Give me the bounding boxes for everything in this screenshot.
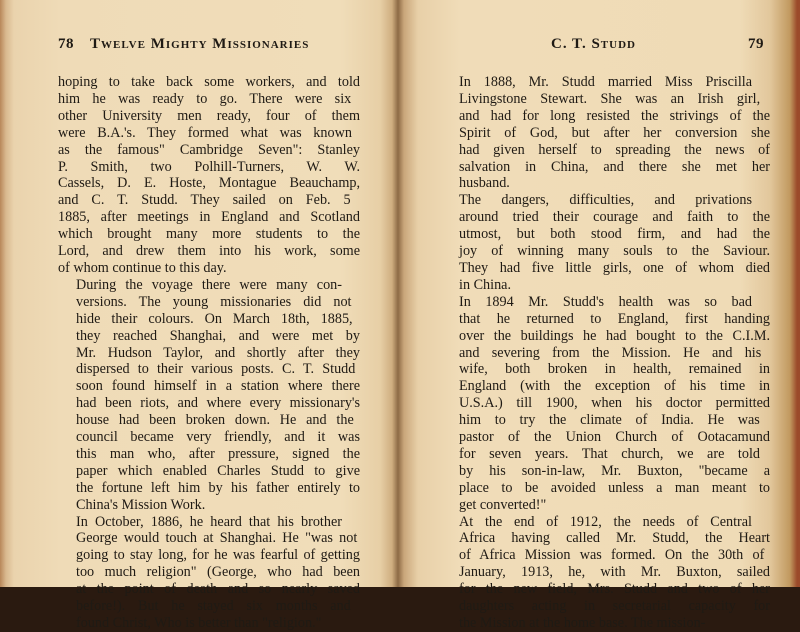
text-line: and had for long resisted the strivings of the xyxy=(459,107,770,124)
text-line: dispersed to their various posts. C. T. Studd xyxy=(76,361,356,378)
text-line: pastor of the Union Church of Ootacamund xyxy=(459,429,770,446)
text-line: The dangers, difficulties, and privations xyxy=(459,192,752,209)
left-page-body xyxy=(58,74,360,632)
text-line: husband. xyxy=(459,175,510,192)
paragraph xyxy=(441,74,770,192)
text-line: U.S.A.) till 1900, when his doctor permitted xyxy=(459,395,770,412)
text-line: were B.A.'s. They formed what was known xyxy=(58,124,352,141)
text-line: versions. The young missionaries did not xyxy=(76,293,352,310)
text-line: had given herself to spreading the news of xyxy=(459,141,770,158)
text-line: too much religion" (George, who had been xyxy=(76,564,360,581)
text-line: hoping to take back some workers, and told xyxy=(58,74,360,90)
text-line: had been riots, and where every missionary's xyxy=(76,395,360,412)
text-line: paper which enabled Charles Studd to give xyxy=(76,462,360,479)
text-line: They had five little girls, one of whom died xyxy=(459,259,770,276)
text-line: hide their colours. On March 18th, 1885, xyxy=(76,310,353,327)
right-page xyxy=(398,0,800,631)
text-line: During the voyage there were many con- xyxy=(76,276,342,293)
paragraph xyxy=(58,514,360,632)
text-line: for the new field, Mrs. Studd and two of her xyxy=(459,581,770,598)
text-line: that he returned to England, first handing xyxy=(459,310,770,327)
text-line: of Africa Mission was formed. On the 30th of xyxy=(459,547,765,564)
text-line: get converted!" xyxy=(459,496,547,513)
right-page-body xyxy=(441,74,770,632)
text-line: him to try the climate of India. He was xyxy=(459,412,760,429)
text-line: Livingstone Stewart. She was an Irish girl, xyxy=(459,90,761,107)
text-line: Lord, and drew them into his work, some xyxy=(58,243,360,260)
text-line: In October, 1886, he heard that his brother xyxy=(76,513,342,530)
text-line: place to be avoided unless a man meant to xyxy=(459,479,770,496)
right-page-header xyxy=(441,36,770,54)
text-line: by his son-in-law, Mr. Buxton, "became a xyxy=(459,462,770,479)
paragraph xyxy=(441,514,770,632)
text-line: of whom continue to this day. xyxy=(58,259,227,276)
text-line: as the famous" Cambridge Seven": Stanley xyxy=(58,141,360,158)
text-line: P. Smith, two Polhill-Turners, W. W. xyxy=(58,158,360,175)
text-line: in China. xyxy=(459,276,512,293)
paragraph xyxy=(58,74,360,277)
text-line: China's Mission Work. xyxy=(76,496,206,513)
page-number: 79 xyxy=(748,36,764,52)
text-line: George would touch at Shanghai. He "was not xyxy=(76,530,358,547)
text-line: the fortune left him by his father entirely to xyxy=(76,479,360,496)
text-line: which brought many more students to the xyxy=(58,226,360,243)
text-line: at the point of death and so nearly saved xyxy=(76,581,360,598)
text-line: Spirit of God, but after her conversion she xyxy=(459,124,770,141)
text-line: Cassels, D. E. Hoste, Montague Beauchamp, xyxy=(58,175,360,192)
text-line: In 1894 Mr. Studd's health was so bad xyxy=(459,293,752,310)
text-line: salvation in China, and there she met her xyxy=(459,158,770,175)
left-page xyxy=(0,0,398,631)
text-line: found Christ, Who is better than "religion." xyxy=(76,615,322,631)
paragraph xyxy=(441,294,770,514)
text-line: At the end of 1912, the needs of Central xyxy=(459,513,752,530)
text-line: England (with the exception of his time in xyxy=(459,378,770,395)
left-page-header xyxy=(58,36,360,54)
running-title: Twelve Mighty Missionaries xyxy=(90,36,310,52)
text-line: going to stay long, for he was fearful of getting xyxy=(76,547,360,564)
text-line: they reached Shanghai, and were met by xyxy=(76,327,360,344)
page-number: 78 xyxy=(58,36,74,52)
text-line: and C. T. Studd. They sailed on Feb. 5 xyxy=(58,192,351,209)
text-line: wife, both broken in health, remained in xyxy=(459,361,770,378)
text-line: soon found himself in a station where there xyxy=(76,378,360,395)
text-line: utmost, but both stood firm, and had the xyxy=(459,226,770,243)
text-line: over the buildings he had bought to the C.I.M. xyxy=(459,327,770,344)
text-line: other University men ready, four of them xyxy=(58,107,360,124)
text-line: January, 1913, he, with Mr. Buxton, sailed xyxy=(459,564,770,581)
text-line: before!). But he stayed six months and xyxy=(76,598,351,615)
paragraph xyxy=(441,192,770,293)
text-line: In 1888, Mr. Studd married Miss Priscilla xyxy=(459,74,752,90)
text-line: joy of winning many souls to the Saviour. xyxy=(459,243,770,260)
text-line: for seven years. That church, we are told xyxy=(459,445,760,462)
paragraph xyxy=(58,277,360,514)
text-line: council became very friendly, and it was xyxy=(76,429,360,446)
text-line: and severing from the Mission. He and his xyxy=(459,344,762,361)
text-line: daughters acting in secretarial capacity for xyxy=(459,598,770,615)
text-line: the Mission at the home base. The mission- xyxy=(459,615,706,631)
text-line: this man who, after pressure, signed the xyxy=(76,445,360,462)
running-title: C. T. Studd xyxy=(551,36,636,52)
text-line: Mr. Hudson Taylor, and shortly after they xyxy=(76,344,360,361)
text-line: Africa having called Mr. Studd, the Heart xyxy=(459,530,770,547)
text-line: around tried their courage and faith to the xyxy=(459,209,770,226)
text-line: 1885, after meetings in England and Scotland xyxy=(58,209,360,226)
text-line: house had been broken down. He and the xyxy=(76,412,354,429)
text-line: him he was ready to go. There were six xyxy=(58,90,352,107)
